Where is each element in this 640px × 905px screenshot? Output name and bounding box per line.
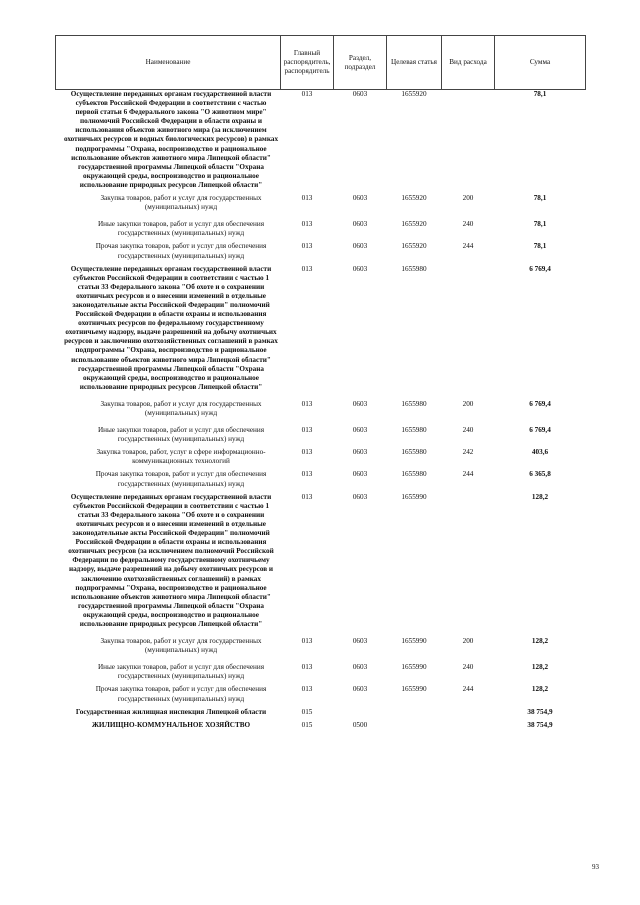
row-expense-type: 244 [462,685,474,694]
row-section: 0603 [352,220,368,229]
row-sum: 6 769,4 [529,426,551,435]
row-sum: 78,1 [533,242,547,251]
row-target: 1655990 [401,637,427,646]
row-name: Иные закупки товаров, работ и услуг для обеспечения государственных (муниципальных) нужд [97,220,265,238]
row-main-admin: 013 [301,194,313,203]
row-target [387,721,442,734]
row-section: 0603 [352,426,368,435]
row-target: 1655980 [401,264,427,273]
row-sum: 6 769,4 [529,264,551,273]
row-sum: 128,2 [531,637,549,646]
row-sum: 6 365,8 [529,470,551,479]
row-section: 0603 [352,492,368,501]
table-row [56,220,586,242]
row-section: 0603 [352,194,368,203]
budget-page [55,35,585,734]
row-main-admin: 013 [301,264,313,273]
row-sum: 128,2 [531,663,549,672]
page-number: 93 [592,863,599,871]
row-main-admin: 013 [281,90,334,195]
row-sum: 128,2 [531,492,549,501]
budget-table [55,35,586,734]
table-header [56,36,586,90]
row-name: ЖИЛИЩНО-КОММУНАЛЬНОЕ ХОЗЯЙСТВО [91,720,251,729]
row-target: 1655920 [401,242,427,251]
row-sum: 78,1 [533,220,547,229]
row-sum: 6 769,4 [529,399,551,408]
row-section: 0603 [352,242,368,251]
row-main-admin: 013 [301,470,313,479]
row-section: 0603 [352,264,368,273]
row-sum: 38 754,9 [527,707,553,716]
row-expense-type: 244 [462,470,474,479]
table-row [56,242,586,264]
header-expense-type: Вид расхода [442,36,495,90]
row-name: Государственная жилищная инспекция Липецкой области [75,707,267,716]
table-row [56,194,586,220]
row-section: 0603 [352,399,368,408]
row-main-admin: 013 [301,399,313,408]
row-main-admin: 013 [301,220,313,229]
table-body [56,90,586,734]
table-row [56,721,586,734]
row-section: 0500 [352,720,368,729]
table-row [56,426,586,448]
row-sum: 128,2 [531,685,549,694]
row-name: Осуществление переданных органам государственной власти субъектов Российской Федерации в соответствии с частью первой статьи 6 Федерального закона "О животном мире" полномочий Российской Федерации в области охраны и использования объектов животного мира (за исключением охотничьих ресурсов и водных биологических ресурсов) в рамках подпрограммы "Охрана, воспроизводство и рациональное использование объектов животного мира Липецкой области" государственной программы Липецкой области "Охрана окружающей среды, воспроизводство и рациональное использование природных ресурсов Липецкой области" [56,90,281,195]
row-target: 1655920 [387,90,442,195]
table-row [56,448,586,470]
header-target: Целевая статья [387,36,442,90]
row-main-admin: 013 [301,685,313,694]
row-section: 0603 [352,448,368,457]
row-main-admin: 015 [301,720,313,729]
row-name: Осуществление переданных органам государственной власти субъектов Российской Федерации в соответствии с частью 1 статьи 33 Федерального закона "Об охоте и о сохранении охотничьих ресурсов и о внесении изменений в отдельные законодательные акты Российской Федерации" полномочий Российской Федерации в области охраны и использования охотничьих ресурсов по федеральному государственному охотничьему надзору, выдаче разрешений на добычу охотничьих ресурсов и заключению охотхозяйственных соглашений в рамках подпрограммы "Охрана, воспроизводство и рациональное использование объектов животного мира Липецкой области" государственной программы Липецкой области "Охрана окружающей среды, воспроизводство и рациональное использование природных ресурсов Липецкой области" [64,264,278,391]
row-target: 1655990 [401,492,427,501]
row-sum: 78,1 [533,194,547,203]
row-expense-type: 242 [462,448,474,457]
row-expense-type [442,265,495,400]
row-main-admin: 013 [301,448,313,457]
row-section: 0603 [352,470,368,479]
row-target: 1655990 [401,685,427,694]
row-expense-type [442,493,495,637]
table-row [56,400,586,426]
row-target [387,708,442,721]
row-name: Закупка товаров, работ и услуг для государственных (муниципальных) нужд [100,194,262,212]
row-expense-type [442,721,495,734]
row-sum: 403,6 [531,448,549,457]
header-sum: Сумма [495,36,586,90]
row-name: Закупка товаров, работ, услуг в сфере информационно-коммуникационных технологий [96,448,266,466]
row-name: Иные закупки товаров, работ и услуг для обеспечения государственных (муниципальных) нужд [97,663,265,681]
table-row [56,685,586,707]
row-target: 1655980 [401,399,427,408]
row-main-admin: 013 [301,492,313,501]
row-expense-type: 240 [462,220,474,229]
header-main-admin: Главный распорядитель, распорядитель [281,36,334,90]
row-name: Осуществление переданных органам государственной власти субъектов Российской Федерации в соответствии с частью 1 статьи 33 Федерального закона "Об охоте и о сохранении охотничьих ресурсов и о внесении изменений в отдельные законодательные акты Российской Федерации" полномочий Российской Федерации в области охраны и использования охотничьих ресурсов (за исключением полномочий Российской Федерации по федеральному государственному охотничьему надзору, выдаче разрешений на добычу охотничьих ресурсов и заключению охотхозяйственных соглашений) в рамках подпрограммы "Охрана, воспроизводство и рациональное использование объектов животного мира Липецкой области" государственной программы Липецкой области "Охрана окружающей среды, воспроизводство и рациональное использование природных ресурсов Липецкой области" [68,492,274,628]
row-section [334,708,387,721]
row-target: 1655980 [401,470,427,479]
row-main-admin: 013 [301,663,313,672]
row-expense-type [442,90,495,195]
row-name: Прочая закупка товаров, работ и услуг для обеспечения государственных (муниципальных) нужд [95,685,267,703]
row-sum: 78,1 [495,90,586,195]
row-expense-type: 200 [462,637,474,646]
row-main-admin: 013 [301,426,313,435]
row-section: 0603 [352,663,368,672]
table-row [56,470,586,492]
row-name: Закупка товаров, работ и услуг для государственных (муниципальных) нужд [100,637,262,655]
row-expense-type [442,708,495,721]
table-row [56,265,586,400]
row-section: 0603 [334,90,387,195]
row-target: 1655990 [401,663,427,672]
row-target: 1655980 [401,448,427,457]
table-row [56,90,586,195]
row-section: 0603 [352,637,368,646]
table-row [56,637,586,663]
table-row [56,708,586,721]
row-expense-type: 240 [462,426,474,435]
row-name: Закупка товаров, работ и услуг для государственных (муниципальных) нужд [100,399,262,417]
header-name: Наименование [56,36,281,90]
table-row [56,493,586,637]
row-target: 1655980 [401,426,427,435]
row-main-admin: 013 [301,242,313,251]
row-name: Иные закупки товаров, работ и услуг для обеспечения государственных (муниципальных) нужд [97,426,265,444]
row-section: 0603 [352,685,368,694]
row-main-admin: 013 [301,637,313,646]
row-expense-type: 200 [462,194,474,203]
row-target: 1655920 [401,220,427,229]
row-expense-type: 244 [462,242,474,251]
row-expense-type: 240 [462,663,474,672]
row-name: Прочая закупка товаров, работ и услуг для обеспечения государственных (муниципальных) нужд [95,470,267,488]
table-row [56,663,586,685]
row-name: Прочая закупка товаров, работ и услуг для обеспечения государственных (муниципальных) нужд [95,242,267,260]
row-sum: 38 754,9 [527,720,553,729]
row-expense-type: 200 [462,399,474,408]
row-target: 1655920 [401,194,427,203]
row-main-admin: 015 [301,707,313,716]
header-section: Раздел, подраздел [334,36,387,90]
